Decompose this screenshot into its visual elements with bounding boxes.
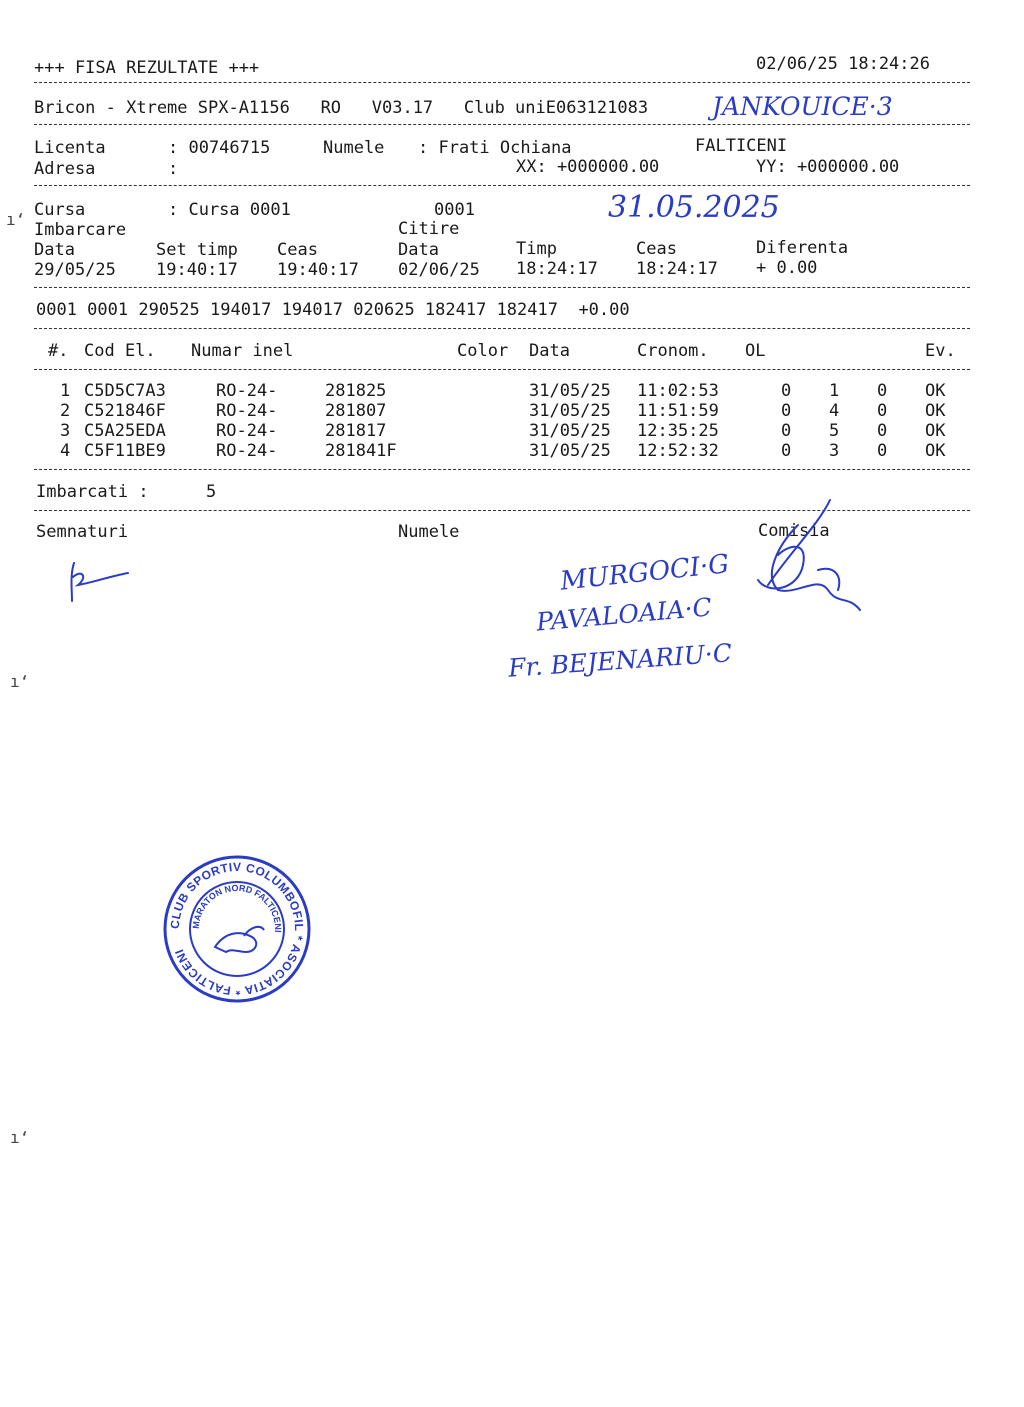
col-diferenta: Diferenta — [756, 238, 849, 258]
row-cronom: 12:35:25 — [637, 421, 719, 441]
licenta-value: : 00746715 — [168, 138, 271, 158]
col-ceas-citire: Ceas — [636, 239, 677, 259]
row-nr: 4 — [60, 441, 71, 461]
row-data: 31/05/25 — [529, 441, 611, 461]
row-prefix: RO-24- — [216, 381, 278, 401]
row-nr: 3 — [60, 421, 71, 441]
row-inel: 281825 — [325, 381, 387, 401]
handwritten-note: JANKOUICE·3 — [712, 92, 893, 121]
divider — [34, 82, 970, 83]
th-ev: Ev. — [925, 341, 956, 361]
row-cod: C5D5C7A3 — [84, 381, 166, 401]
divider — [34, 369, 970, 370]
th-numar-inel: Numar inel — [191, 341, 294, 361]
val-timp: 18:24:17 — [516, 259, 598, 279]
row-c: 0 — [877, 421, 888, 441]
divider — [34, 328, 970, 329]
cursa-value: : Cursa 0001 — [168, 200, 291, 220]
row-ev: OK — [925, 381, 946, 401]
row-inel: 281817 — [325, 421, 387, 441]
row-ev: OK — [925, 441, 946, 461]
divider — [34, 469, 970, 470]
divider — [34, 124, 970, 125]
licenta-label: Licenta — [34, 138, 106, 158]
margin-mark: ı‘ — [10, 1128, 30, 1147]
cursa-code: 0001 — [434, 200, 475, 220]
numele-footer-label: Numele — [398, 522, 460, 542]
cursa-label: Cursa — [34, 200, 86, 220]
imbarcati-label: Imbarcati : — [36, 482, 149, 502]
col-data: Data — [34, 240, 75, 260]
col-ceas: Ceas — [277, 240, 318, 260]
row-ev: OK — [925, 421, 946, 441]
row-cronom: 12:52:32 — [637, 441, 719, 461]
stamp-inner-text: MARATON NORD FALTICENI — [190, 882, 284, 933]
row-inel: 281807 — [325, 401, 387, 421]
row-cod: C5F11BE9 — [84, 441, 166, 461]
row-prefix: RO-24- — [216, 401, 278, 421]
locality: FALTICENI — [695, 136, 788, 156]
imbarcare-label: Imbarcare — [34, 220, 127, 240]
val-data: 29/05/25 — [34, 260, 116, 280]
divider — [34, 185, 970, 186]
device-line: Bricon - Xtreme SPX-A1156 RO V03.17 Club uniE063121083 — [34, 98, 649, 118]
th-ol: OL — [745, 341, 766, 361]
row-a: 0 — [781, 401, 792, 421]
row-cronom: 11:02:53 — [637, 381, 719, 401]
row-ev: OK — [925, 401, 946, 421]
row-b: 1 — [829, 381, 840, 401]
margin-mark: ı‘ — [10, 672, 30, 691]
commission-name: Fr. BEJENARIU·C — [507, 638, 733, 683]
row-nr: 1 — [60, 381, 71, 401]
row-c: 0 — [877, 441, 888, 461]
row-a: 0 — [781, 421, 792, 441]
row-data: 31/05/25 — [529, 401, 611, 421]
imbarcati-value: 5 — [206, 482, 217, 502]
row-b: 4 — [829, 401, 840, 421]
margin-mark: ı‘ — [6, 210, 26, 229]
commission-name: MURGOCI·G — [558, 549, 731, 597]
row-c: 0 — [877, 401, 888, 421]
xx-coordinate: XX: +000000.00 — [516, 157, 660, 177]
row-inel: 281841F — [325, 441, 397, 461]
row-c: 0 — [877, 381, 888, 401]
col-timp: Timp — [516, 239, 557, 259]
val-diferenta: + 0.00 — [756, 258, 818, 278]
row-b: 3 — [829, 441, 840, 461]
row-cronom: 11:51:59 — [637, 401, 719, 421]
club-stamp — [160, 852, 314, 1006]
col-data-citire: Data — [398, 240, 439, 260]
row-data: 31/05/25 — [529, 381, 611, 401]
handwritten-date: 31.05.2025 — [608, 190, 780, 225]
print-datetime: 02/06/25 18:24:26 — [756, 54, 930, 74]
svg-text:CLUB SPORTIV COLUMBOFIL * ASOC — [168, 860, 306, 998]
adresa-value: : — [168, 159, 179, 179]
commission-name: PAVALOAIA·C — [535, 592, 713, 637]
row-prefix: RO-24- — [216, 421, 278, 441]
numele-label: Numele — [323, 138, 385, 158]
citire-label: Citire — [398, 219, 460, 239]
th-color: Color — [457, 341, 509, 361]
document-title: +++ FISA REZULTATE +++ — [34, 58, 260, 78]
summary-line: 0001 0001 290525 194017 194017 020625 182417 182417 +0.00 — [36, 300, 630, 320]
semnaturi-label: Semnaturi — [36, 522, 129, 542]
th-nr: #. — [48, 341, 69, 361]
svg-text:MARATON NORD FALTICENI — [191, 883, 283, 933]
th-data: Data — [529, 341, 570, 361]
stamp-outer-text: CLUB SPORTIV COLUMBOFIL * ASOCIATIA * FALTICENI — [167, 859, 307, 999]
comisia-label: Comisia — [758, 521, 830, 541]
row-a: 0 — [781, 381, 792, 401]
numele-value: : Frati Ochiana — [418, 138, 572, 158]
row-cod: C521846F — [84, 401, 166, 421]
divider — [34, 287, 970, 288]
val-set-timp: 19:40:17 — [156, 260, 238, 280]
col-set-timp: Set timp — [156, 240, 238, 260]
th-cronom: Cronom. — [637, 341, 709, 361]
val-data-citire: 02/06/25 — [398, 260, 480, 280]
val-ceas: 19:40:17 — [277, 260, 359, 280]
row-data: 31/05/25 — [529, 421, 611, 441]
yy-coordinate: YY: +000000.00 — [756, 157, 900, 177]
adresa-label: Adresa — [34, 159, 96, 179]
row-b: 5 — [829, 421, 840, 441]
signature-commission — [748, 495, 868, 625]
row-cod: C5A25EDA — [84, 421, 166, 441]
row-a: 0 — [781, 441, 792, 461]
row-prefix: RO-24- — [216, 441, 278, 461]
signature-owner — [60, 555, 140, 610]
row-nr: 2 — [60, 401, 71, 421]
val-ceas-citire: 18:24:17 — [636, 259, 718, 279]
pigeon-icon — [215, 927, 264, 952]
th-cod: Cod El. — [84, 341, 156, 361]
